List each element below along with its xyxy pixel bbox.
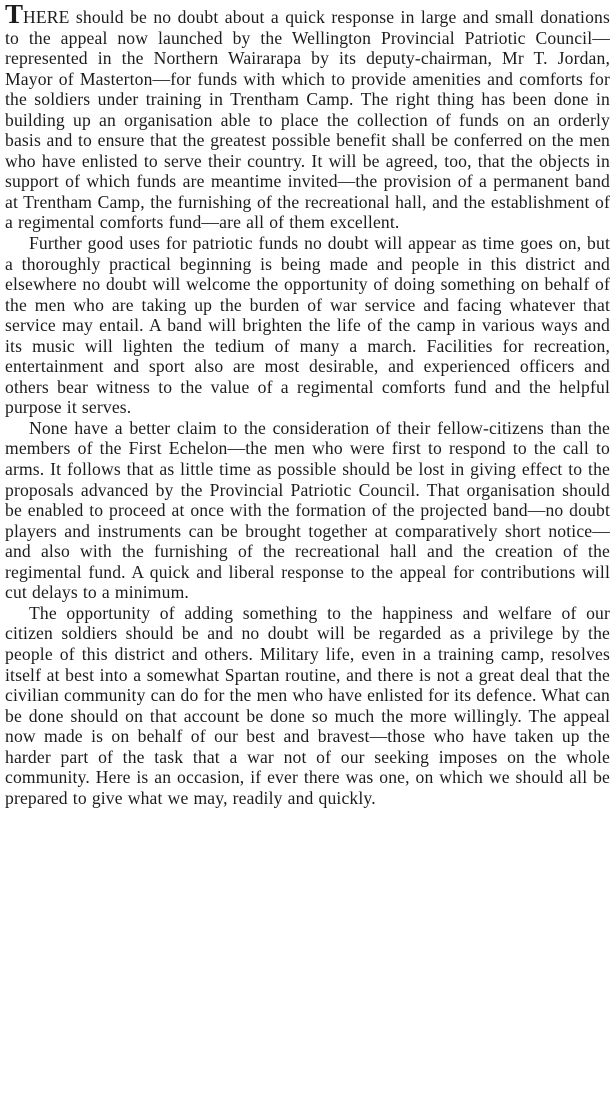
paragraph-text: Further good uses for patriotic funds no doubt will appear as time goes on, but a thoroughly practical beginning is being made and people in this district and elsewhere no doubt will welcome the opportunity of doing something on behalf of the men who are taking up the burden of war service and facing whatever that service may entail. A band will brighten the life of the camp in various ways and its music will lighten the tedium of many a march. Facilities for recreation, entertainment and sport also are most desirable, and experienced officers and others bear witness to the value of a regimental comforts fund and the helpful purpose it serves. [5, 233, 610, 418]
paragraph-4 [5, 603, 610, 808]
paragraph-text: should be no doubt about a quick response in large and small donations to the appeal now launched by the Wellington Provincial Patriotic Council—represented in the Northern Wairarapa by its deputy-chairman, Mr T. Jordan, Mayor of Masterton—for funds with which to provide amenities and comforts for the soldiers under training in Trentham Camp. The right thing has been done in building up an organisation able to place the collection of funds on an orderly basis and to ensure that the greatest possible benefit shall be conferred on the men who have enlisted to serve their country. It will be agreed, too, that the objects in support of which funds are meantime invited—the provision of a permanent band at Trentham Camp, the furnishing of the recreational hall, and the establishment of a regimental comforts fund—are all of them excellent. [5, 7, 610, 233]
paragraph-1 [5, 0, 610, 233]
paragraph-text: The opportunity of adding something to the happiness and welfare of our citizen soldiers should be and no doubt will be regarded as a privilege by the people of this district and others. Military life, even in a training camp, resolves itself at best into a somewhat Spartan routine, and there is not a great deal that the civilian community can do for the men who have enlisted for its defence. What can be done should on that account be done so much the more willingly. The appeal now made is on behalf of our best and bravest—those who have taken up the harder part of the task that a war not of our seeking imposes on the whole community. Here is an occasion, if ever there was one, on which we should all be prepared to give what we may, readily and quickly. [5, 602, 610, 808]
paragraph-2 [5, 233, 610, 418]
lead-word: HERE [23, 7, 70, 27]
paragraph-3 [5, 418, 610, 603]
drop-cap: T [5, 0, 24, 29]
paragraph-text: None have a better claim to the consideration of their fellow-citizens than the members of the First Echelon—the men who were first to respond to the call to arms. It follows that as little time as possible should be lost in giving effect to the proposals advanced by the Provincial Patriotic Council. That organisation should be enabled to proceed at once with the formation of the projected band—no doubt players and instruments can be brought together at comparatively short notice—and also with the furnishing of the recreational hall and the creation of the regimental fund. A quick and liberal response to the appeal for contributions will cut delays to a minimum. [5, 417, 610, 603]
